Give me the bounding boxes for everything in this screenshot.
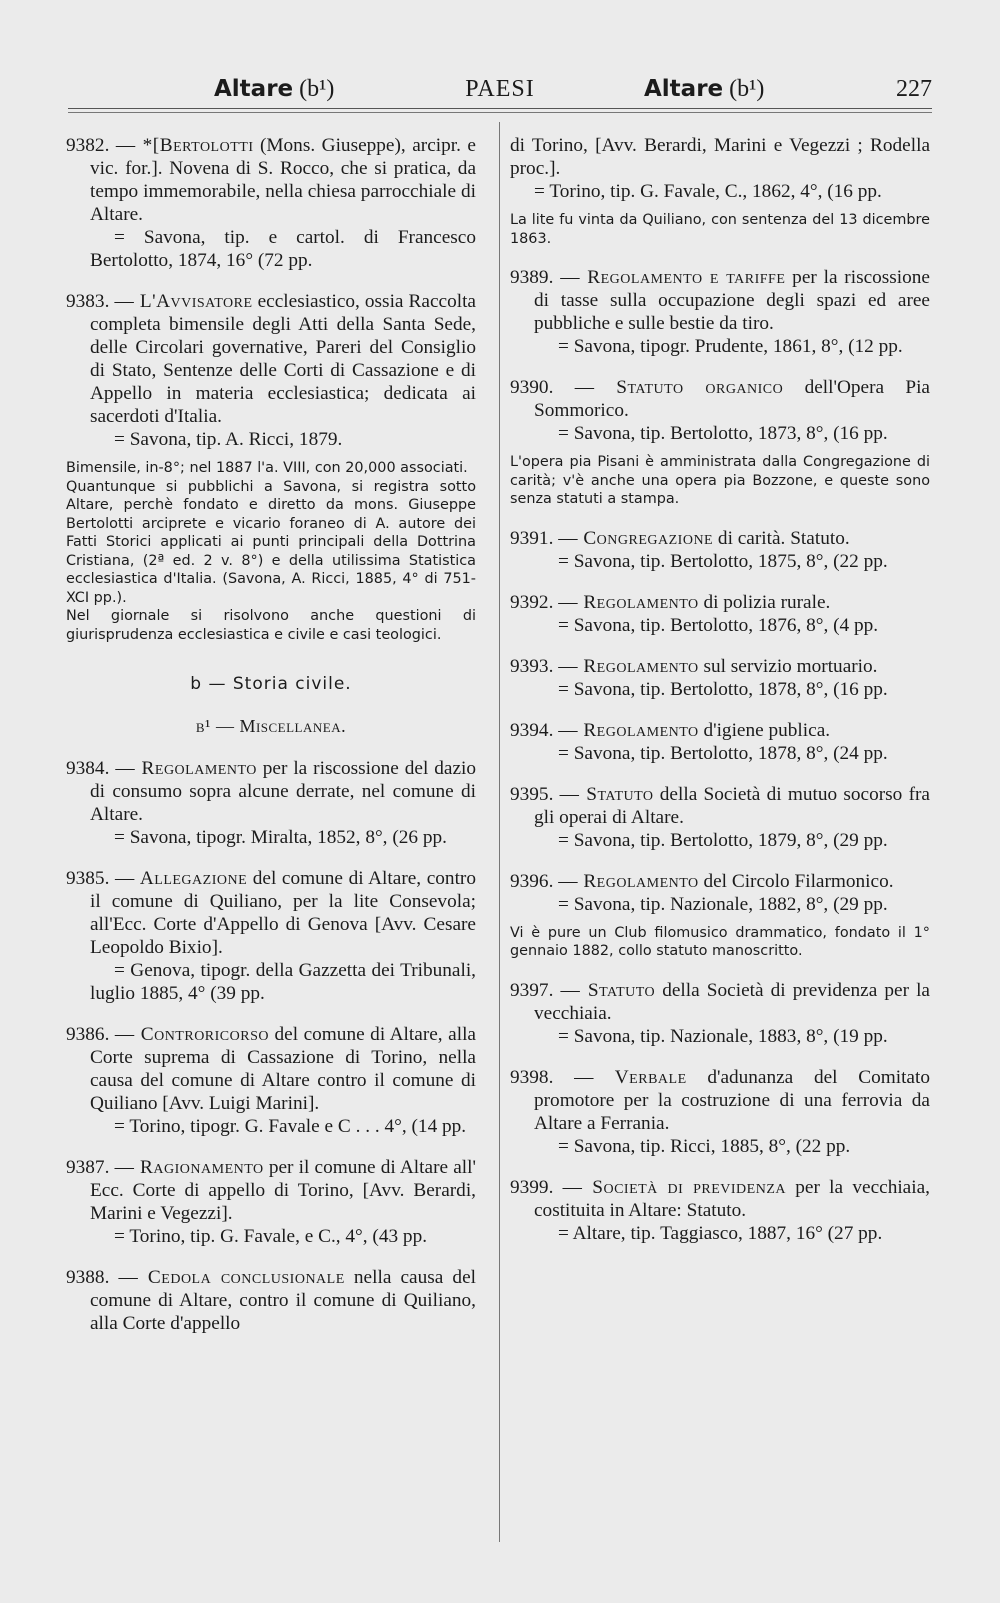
entry-imprint: = Savona, tip. e cartol. di Francesco Bertolotto, 1874, 16° (72 pp.	[90, 227, 476, 271]
header-right	[644, 76, 764, 103]
entry-number: 9389.	[510, 267, 554, 288]
entry-9397	[510, 979, 930, 1048]
entry-heading: — Ragionamento	[114, 1157, 264, 1178]
note-paragraph: La lite fu vinta da Quiliano, con sentenza del 13 dicembre 1863.	[510, 212, 930, 247]
entry-title: d'adunanza del Comitato promotore per la costruzione di una ferrovia da Altare a Ferrania.	[534, 1066, 930, 1134]
entry-number: 9394.	[510, 719, 554, 741]
entry-heading: — Regolamento	[558, 719, 699, 741]
entry-number: 9386.	[66, 1024, 110, 1045]
entry-heading: — Statuto	[560, 979, 656, 1001]
entry-number: 9384.	[66, 758, 110, 779]
entry-title: d'igiene publica.	[698, 719, 831, 741]
entry-number: 9398.	[510, 1066, 554, 1088]
note-paragraph: Bimensile, in-8°; nel 1887 l'a. VIII, con 20,000 associati.	[66, 460, 468, 476]
entry-number: 9385.	[66, 868, 110, 889]
section-heading: b — Storia civile.	[190, 674, 352, 694]
entry-title: di polizia rurale.	[698, 591, 831, 613]
entry-imprint: = Savona, tip. Ricci, 1885, 8°, (22 pp.	[558, 1135, 851, 1157]
entry-heading: — Congregazione	[558, 527, 714, 549]
entry-9399	[510, 1176, 930, 1245]
note-paragraph: Nel giornale si risolvono anche questioni di giurisprudenza ecclesiastica e civile e casi teologici.	[66, 608, 476, 643]
entry-9383-notes	[66, 459, 476, 644]
entry-9389	[510, 266, 930, 358]
entry-imprint: = Genova, tipogr. della Gazzetta dei Tribunali, luglio 1885, 4° (39 pp.	[90, 960, 476, 1004]
entry-heading: — Regolamento e tariffe	[560, 267, 786, 288]
entry-9396-note	[510, 924, 930, 961]
entry-9382	[66, 134, 476, 272]
entry-9383	[66, 290, 476, 451]
entry-9387	[66, 1156, 476, 1248]
entry-number: 9387.	[66, 1157, 110, 1178]
entry-9395	[510, 783, 930, 852]
entry-title: della Società di mutuo socorso fra gli operai di Altare.	[534, 783, 930, 828]
entry-title: per la vecchiaia, costituita in Altare: Statuto.	[534, 1176, 930, 1221]
entry-title: nella causa del comune di Altare, contro il comune di Quiliano, alla Corte d'appello	[90, 1267, 476, 1334]
entry-heading: — Regolamento	[558, 591, 699, 613]
entry-imprint: = Savona, tipogr. Prudente, 1861, 8°, (12 pp.	[558, 336, 903, 357]
entry-9385	[66, 867, 476, 1005]
page-number: 227	[896, 76, 932, 102]
entry-heading: — Allegazione	[115, 868, 248, 889]
entry-title: del Circolo Filarmonico.	[698, 870, 894, 892]
entry-9393	[510, 655, 930, 701]
entry-title: sul servizio mortuario.	[698, 655, 878, 677]
entry-number: 9397.	[510, 979, 554, 1001]
right-column	[510, 134, 930, 1263]
entry-heading: — Regolamento	[115, 758, 257, 779]
entry-title: del comune di Altare, alla Corte suprema di Cassazione di Torino, nella causa del comune di Altare contro il comune di Quiliano [Avv. Luigi Marini].	[90, 1024, 476, 1114]
entry-title: di carità. Statuto.	[713, 527, 850, 549]
entry-heading: — Regolamento	[558, 655, 699, 677]
entry-9390-note	[510, 453, 930, 509]
entry-imprint: = Savona, tip. Nazionale, 1882, 8°, (29 pp.	[558, 893, 888, 915]
entry-heading: — Società di previdenza	[562, 1176, 786, 1198]
entry-heading: — Verbale	[574, 1066, 687, 1088]
note-paragraph: L'opera pia Pisani è amministrata dalla Congregazione di carità; v'è anche una opera pia Bozzone, e queste sono senza statuti a stampa.	[510, 454, 930, 507]
entry-9388-note	[510, 211, 930, 248]
subsection-label: b¹ — Miscellanea.	[195, 716, 347, 736]
entry-number: 9395.	[510, 783, 554, 805]
entry-imprint: = Savona, tip. A. Ricci, 1879.	[114, 429, 343, 450]
header-right-class: (b¹)	[723, 76, 765, 102]
entry-imprint: = Savona, tip. Bertolotto, 1876, 8°, (4 pp.	[558, 614, 879, 636]
entry-title: per la riscossione di tasse sulla occupazione degli spazi ed aree pubbliche e sulle bestie da tiro.	[534, 267, 930, 334]
entry-heading: — Statuto organico	[574, 377, 784, 398]
header-left-class: (b¹)	[293, 76, 335, 102]
entry-9398	[510, 1066, 930, 1158]
entry-imprint: = Savona, tip. Nazionale, 1883, 8°, (19 pp.	[558, 1025, 888, 1047]
entry-9386	[66, 1023, 476, 1138]
entry-heading: — Cedola conclusionale	[118, 1267, 345, 1288]
entry-imprint: = Torino, tip. G. Favale, e C., 4°, (43 pp.	[114, 1226, 428, 1247]
entry-imprint: = Savona, tipogr. Miralta, 1852, 8°, (26 pp.	[114, 827, 447, 848]
entry-number: 9382.	[66, 135, 110, 156]
entry-9394	[510, 719, 930, 765]
entry-heading: — Statuto	[559, 783, 654, 805]
entry-title: del comune di Altare, contro il comune di Quiliano, per la lite Consevola; all'Ecc. Corte d'Appello di Genova [Avv. Cesare Leopoldo Bixio].	[90, 868, 476, 958]
entry-9390	[510, 376, 930, 445]
entry-9384	[66, 757, 476, 849]
entry-imprint: = Savona, tip. Bertolotto, 1873, 8°, (16 pp.	[558, 423, 888, 444]
entry-number: 9388.	[66, 1267, 110, 1288]
entry-title: per la riscossione del dazio di consumo sopra alcune derrate, nel comune di Altare.	[90, 758, 477, 825]
entry-heading: — Regolamento	[558, 870, 699, 892]
header-right-place: Altare	[644, 76, 724, 102]
note-paragraph: Vi è pure un Club filomusico drammatico, fondato il 1° gennaio 1882, collo statuto manoscritto.	[510, 924, 930, 959]
entry-imprint: = Torino, tip. G. Favale, C., 1862, 4°, (16 pp.	[534, 181, 882, 202]
entry-imprint: = Savona, tip. Bertolotto, 1878, 8°, (16 pp.	[558, 678, 888, 700]
entry-title: (Mons. Giuseppe), arcipr. e vic. for.]. Novena di S. Rocco, che si pratica, da tempo immemorabile, nella chiesa parrocchiale di Altare.	[90, 135, 476, 225]
header-center: PAESI	[465, 76, 535, 102]
entry-9388	[66, 1266, 476, 1335]
entry-number: 9393.	[510, 655, 554, 677]
entry-imprint: = Savona, tip. Bertolotto, 1879, 8°, (29 pp.	[558, 829, 888, 851]
entry-title: di Torino, [Avv. Berardi, Marini e Vegezzi ; Rodella proc.].	[510, 135, 930, 179]
header-rule	[68, 108, 932, 109]
entry-heading: — L'Avvisatore	[114, 291, 253, 312]
left-column	[66, 134, 476, 1353]
entry-number: 9390.	[510, 377, 554, 398]
entry-imprint: = Savona, tip. Bertolotto, 1878, 8°, (24 pp.	[558, 742, 888, 764]
entry-title: ecclesiastico, ossia Raccolta completa bimensile degli Atti della Santa Sede, delle Circolari governative, Pareri del Consiglio di Stato, Sentenze delle Corti di Cassazione e di Appello in materia ecclesiastica; dedicata ai sacerdoti d'Italia.	[90, 291, 476, 427]
entry-9392	[510, 591, 930, 637]
entry-imprint: = Savona, tip. Bertolotto, 1875, 8°, (22 pp.	[558, 550, 888, 572]
entry-imprint: = Altare, tip. Taggiasco, 1887, 16° (27 pp.	[558, 1222, 883, 1244]
entry-number: 9399.	[510, 1176, 554, 1198]
column-divider	[499, 122, 500, 1542]
entry-number: 9392.	[510, 591, 554, 613]
subsection-heading	[66, 716, 476, 737]
entry-number: 9396.	[510, 870, 554, 892]
entry-9388-continued	[510, 134, 930, 203]
header-left-place: Altare	[214, 76, 294, 102]
note-paragraph: Quantunque si pubblichi a Savona, si registra sotto Altare, perchè fondato e diretto da mons. Giuseppe Bertolotti arciprete e vicario foraneo di A. autore dei Fatti Storici applicati ai punti principali della Dottrina Cristiana, (2ª ed. 2 v. 8°) e della utilissima Statistica ecclesiastica d'Italia. (Savona, A. Ricci, 1885, 4° di 751-XCI pp.).	[66, 478, 476, 606]
header-rule-secondary	[68, 112, 932, 113]
entry-heading: — Controricorso	[114, 1024, 269, 1045]
entry-9391	[510, 527, 930, 573]
entry-imprint: = Torino, tipogr. G. Favale e C . . . 4°, (14 pp.	[114, 1116, 467, 1137]
entry-9396	[510, 870, 930, 916]
entry-heading: — *[Bertolotti	[115, 135, 254, 156]
entry-title: per il comune di Altare all' Ecc. Corte di appello di Torino, [Avv. Berardi, Marini e Vegezzi].	[90, 1157, 476, 1224]
entry-number: 9391.	[510, 527, 554, 549]
entry-number: 9383.	[66, 291, 110, 312]
entry-title: della Società di previdenza per la vecchiaia.	[534, 979, 930, 1024]
entry-title: dell'Opera Pia Sommorico.	[534, 377, 930, 421]
running-header	[68, 72, 932, 108]
